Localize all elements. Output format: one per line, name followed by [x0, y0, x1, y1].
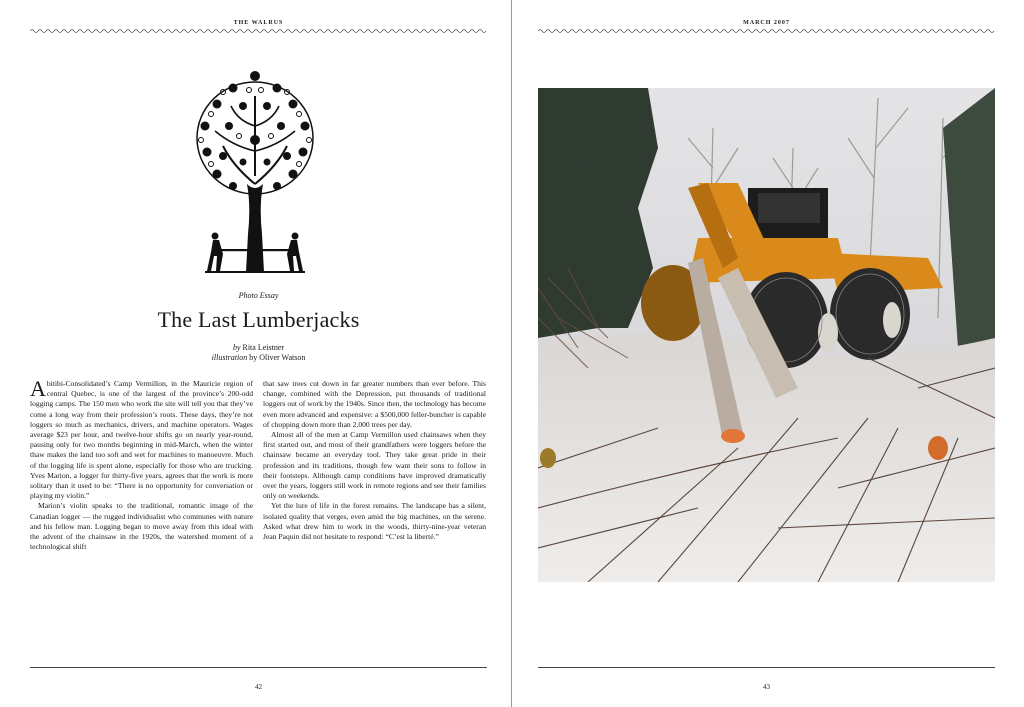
wavy-rule-left: [30, 28, 487, 34]
illustration-credit: [30, 353, 487, 362]
body-column-2: [263, 379, 486, 542]
footer-rule-right: [538, 667, 995, 668]
drop-cap: A: [30, 376, 46, 401]
body-paragraph: Yet the lure of life in the forest remains. The landscape has a silent, isolated quality that verges, even amid the big machines, on the serene. Asked what drew him to work in the woods, thirty-nine-year veteran Jean Paquin did not hesitate to respond: “C’est la liberté.”: [263, 501, 486, 542]
author-name: Rita Leistner: [242, 343, 285, 352]
skidder-in-snowy-forest-photo: [538, 88, 995, 582]
footer-rule-left: [30, 667, 487, 668]
article-title: The Last Lumberjacks: [157, 307, 360, 332]
illustration-prefix: illustration: [211, 353, 248, 362]
page-number-left: 42: [255, 683, 262, 691]
page-number-right: 43: [763, 683, 770, 691]
body-paragraph: Marion’s violin speaks to the traditional, romantic image of the Canadian logger — the rugged individualist who communes with nature and his fellow man. Logging began to move away from this ideal with the advent of the chainsaw in the 1920s, the watershed moment of a technological shift: [30, 501, 253, 552]
running-head-left: THE WALRUS: [233, 20, 284, 26]
maple-tree-two-lumberjacks-icon: [193, 66, 317, 278]
article-kicker: Photo Essay: [238, 291, 279, 300]
wavy-rule-right: [538, 28, 995, 34]
running-head-right: MARCH 2007: [743, 20, 790, 26]
byline-prefix: by: [232, 343, 241, 352]
left-page: [0, 0, 511, 707]
body-column-1: [30, 376, 253, 552]
body-paragraph: that saw trees cut down in far greater numbers than ever before. This change, combined with the Depression, put thousands of traditional loggers out of work by the 1940s. Since then, the technology has become even more advanced and expensive: a $500,000 feller-buncher is capable of chopping down more than 2,000 trees per day.: [263, 379, 486, 429]
right-page: [512, 0, 1024, 707]
byline: [30, 343, 487, 352]
body-paragraph: Abitibi-Consolidated’s Camp Vermillon, in the Mauricie region of central Quebec, is one of the largest of the province’s 200-odd logging camps. The 150 men who work the site will tell you that they’ve come a long way from their profession’s roots. These days, they’re not loggers so much as mechanics, drivers, and machine operators. Wages average $23 per hour, and twelve-hour shifts go on nearly year-round, pausing only for two months beginning in mid-March, when the winter thaw makes the land too soft and wet for machines to manoeuvre. Much of the logging life is spent alone, especially for those who are trucking. Yves Marion, a logger for thirty-five years, agrees that the work is more solitary than it used to be: “There is no opportunity for conversation or playing my violin.”: [30, 376, 253, 501]
body-paragraph: Almost all of the men at Camp Vermillon used chainsaws when they first started out, and most of their grandfathers were loggers before the chainsaw became an everyday tool. They take great pride in their profession and its traditions, though few want their sons to follow in their footsteps. Although camp conditions have improved dramatically over the years, loggers still work in remote regions and see their families only on weekends.: [263, 430, 486, 501]
illustrator-name: by Oliver Watson: [249, 353, 306, 362]
